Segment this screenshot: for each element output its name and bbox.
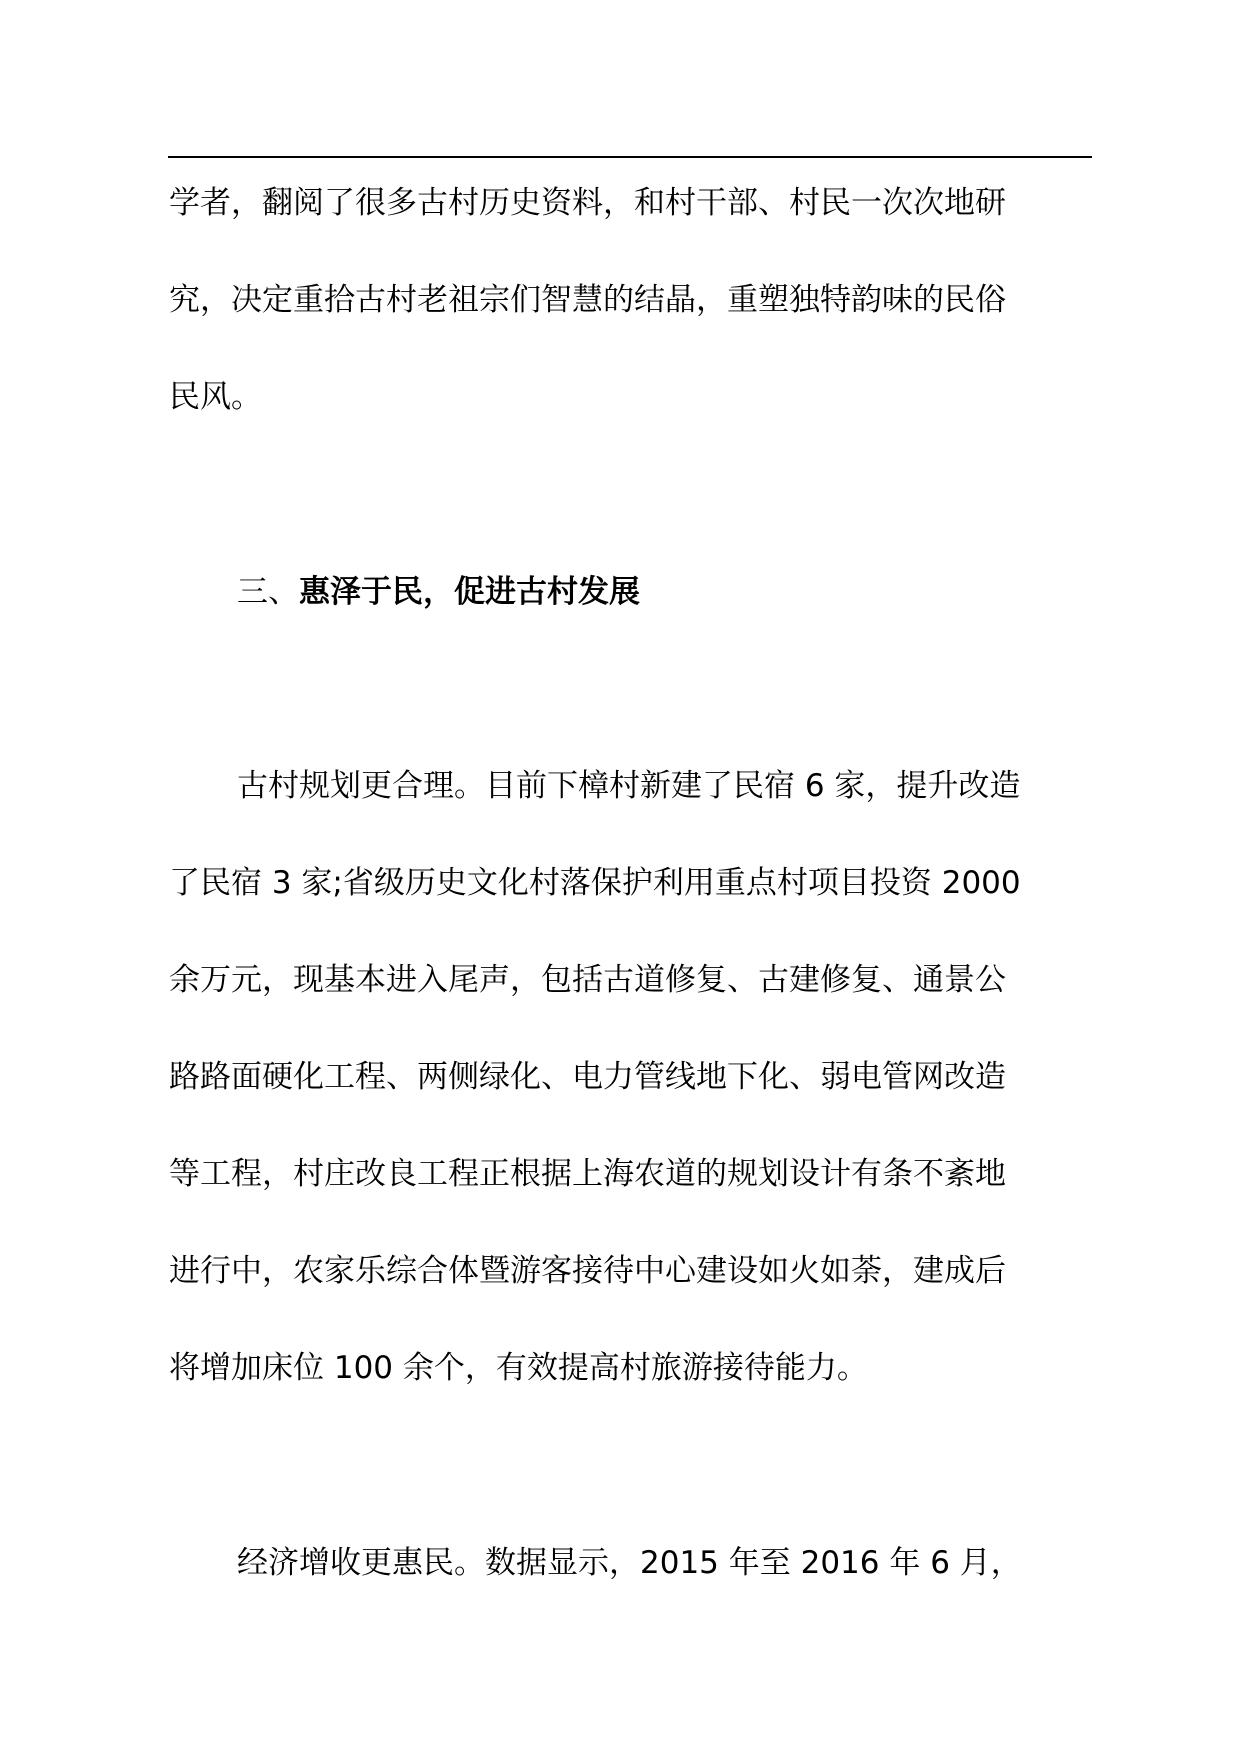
text-line: 进行中，农家乐综合体暨游客接待中心建设如火如荼，建成后	[169, 1253, 1006, 1289]
header-rule	[168, 156, 1092, 158]
text-line: 经济增收更惠民。数据显示，2015 年至 2016 年 6 月，	[237, 1545, 1022, 1581]
section-title: 惠泽于民，促进古村发展	[299, 574, 640, 610]
text-line: 古村规划更合理。目前下樟村新建了民宿 6 家，提升改造	[237, 768, 1021, 804]
text-line: 余万元，现基本进入尾声，包括古道修复、古建修复、通景公	[169, 962, 1006, 998]
text-line: 将增加床位 100 余个，有效提高村旅游接待能力。	[169, 1350, 868, 1386]
text-line: 了民宿 3 家;省级历史文化村落保护利用重点村项目投资 2000	[169, 865, 1021, 901]
text-line: 学者，翻阅了很多古村历史资料，和村干部、村民一次次地研	[169, 185, 1006, 221]
section-heading	[237, 572, 640, 612]
section-number: 三、	[237, 574, 299, 610]
text-line: 究，决定重拾古村老祖宗们智慧的结晶，重塑独特韵味的民俗	[169, 282, 1006, 318]
text-line: 民风。	[169, 379, 262, 415]
text-line: 路路面硬化工程、两侧绿化、电力管线地下化、弱电管网改造	[169, 1059, 1006, 1095]
text-line: 等工程，村庄改良工程正根据上海农道的规划设计有条不紊地	[169, 1156, 1006, 1192]
